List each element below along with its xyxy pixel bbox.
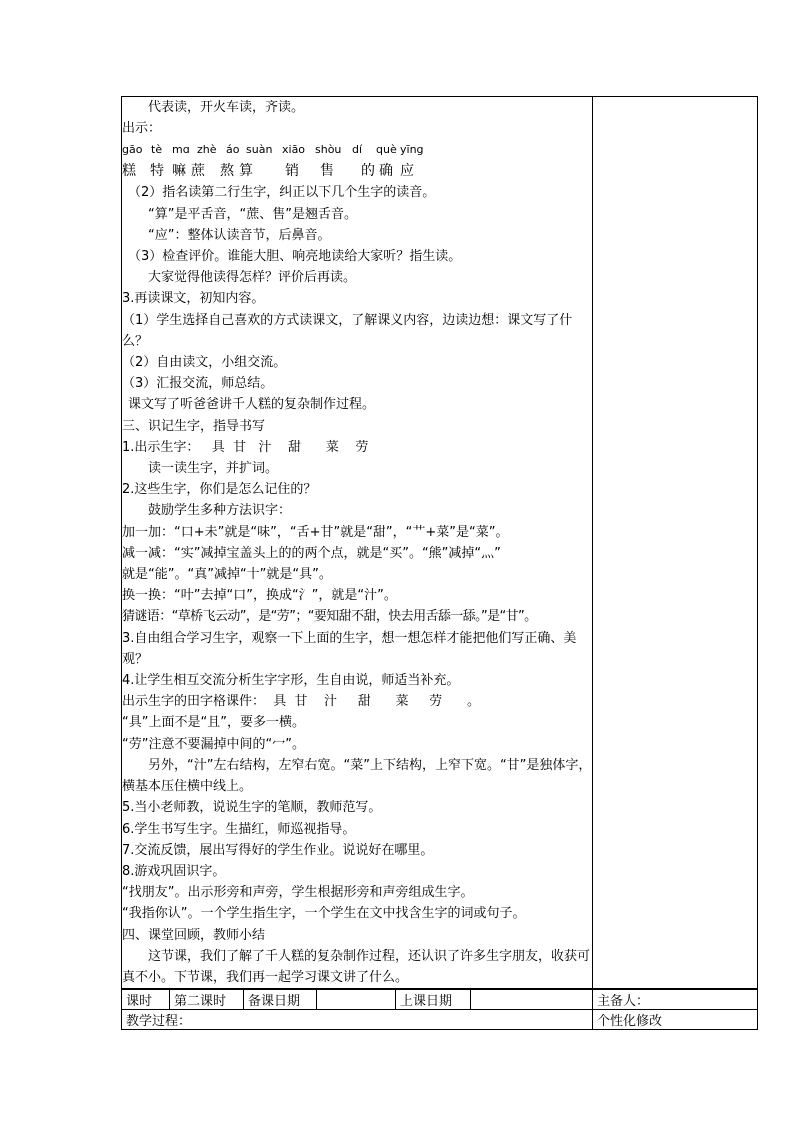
hanzi: 算 xyxy=(239,163,253,180)
pinyin: zhè xyxy=(197,143,217,157)
text-line: 鼓励学生多种方法识字： xyxy=(148,503,292,519)
hanzi: 特 xyxy=(150,163,164,180)
text-line: 减一减：“实”减掉宝盖头上的的两个点，就是“买”。“熊”减掉“灬” xyxy=(122,545,501,561)
text-paragraph: 3.自由组合学习生字，观察一下上面的生字，想一想怎样才能把他们写正确、美观？ xyxy=(122,630,577,667)
text-line: “找朋友”。出示形旁和声旁，学生根据形旁和声旁组成生字。 xyxy=(122,885,474,901)
pinyin: yīng xyxy=(400,143,424,157)
hanzi: 应 xyxy=(400,163,414,180)
text-line: 1.出示生字： 具 甘 汁 甜 菜 劳 xyxy=(122,439,369,455)
text-line: “应”：整体认读音节，后鼻音。 xyxy=(148,227,331,243)
text-paragraph: 这节课，我们了解了千人糕的复杂制作过程，还认识了许多生字朋友，收获可真不小。下节课，我们再一起学习课文讲了什么。 xyxy=(122,948,591,985)
section-heading: 三、识记生字，指导书写 xyxy=(122,418,266,434)
hanzi: 售 xyxy=(320,163,334,180)
hanzi: 嘛 xyxy=(172,163,186,180)
hanzi: 销 xyxy=(285,163,299,180)
text-line: （3）汇报交流，师总结。 xyxy=(122,376,274,392)
hanzi: 的 xyxy=(361,163,375,180)
period-value: 第二课时 xyxy=(170,990,244,1010)
pinyin: mɑ xyxy=(172,143,190,157)
pinyin: què xyxy=(376,143,397,157)
lesson-plan-sheet xyxy=(121,96,757,1030)
text-line: 猜谜语：“草桥飞云动”，是“劳”；“要知甜不甜，快去用舌舔一舔。”是“甘”。 xyxy=(122,609,537,625)
preparer-label: 主备人： xyxy=(593,990,758,1010)
prep-date-label: 备课日期 xyxy=(244,990,317,1010)
text-line: 读一读生字，并扩词。 xyxy=(148,461,279,477)
text-line: （2）自由读文，小组交流。 xyxy=(122,355,287,371)
period-label: 课时 xyxy=(122,990,170,1010)
hanzi-row xyxy=(122,160,592,182)
hanzi: 蔗 xyxy=(191,163,205,180)
pinyin: dí xyxy=(352,143,363,157)
text-paragraph: （1）学生选择自己喜欢的方式读课文，了解课义内容，边读边想：课文写了什么？ xyxy=(122,312,573,349)
text-line: 大家觉得他读得怎样？评价后再读。 xyxy=(148,270,357,286)
pinyin: xiāo xyxy=(282,143,306,157)
personal-revision-cell xyxy=(593,97,758,989)
teaching-content-cell xyxy=(122,97,593,989)
text-line: 代表读，开火车读，齐读。 xyxy=(148,100,305,115)
text-line: 4.让学生相互交流分析生字字形，生自由说，师适当补充。 xyxy=(122,673,460,689)
class-date-value xyxy=(471,990,593,1010)
pinyin: gāo xyxy=(122,143,143,157)
prep-date-value xyxy=(317,990,396,1010)
text-line: 就是“能”。“真”减掉“十”就是“具”。 xyxy=(122,567,332,583)
text-line: “劳”注意不要漏掉中间的“冖”。 xyxy=(122,736,305,752)
hanzi: 确 xyxy=(379,163,393,180)
pinyin: suàn xyxy=(246,143,273,157)
section-heading: 四、课堂回顾，教师小结 xyxy=(122,927,266,943)
text-line: “我指你认”。一个学生指生字，一个学生在文中找含生字的词或句子。 xyxy=(122,906,526,922)
text-line: 6.学生书写生字。生描红，师巡视指导。 xyxy=(122,821,356,837)
pinyin: shòu xyxy=(315,143,342,157)
text-line: 8.游戏巩固识字。 xyxy=(122,863,226,879)
text-line: 2.这些生字，你们是怎么记住的？ xyxy=(122,482,317,498)
text-line: （2）指名读第二行生字，纠正以下几个生字的读音。 xyxy=(128,185,436,201)
text-line: 3.再读课文，初知内容。 xyxy=(122,291,265,307)
class-date-label: 上课日期 xyxy=(396,990,471,1010)
text-line: （3）检查评价。谁能大胆、响亮地读给大家听？指生读。 xyxy=(128,249,462,265)
pinyin-row xyxy=(122,139,592,160)
text-line: 换一换：“叶”去掉“口”，换成“氵”，就是“汁”。 xyxy=(122,588,397,604)
text-line: “算”是平舌音，“蔗、售”是翘舌音。 xyxy=(148,206,357,222)
pinyin: áo xyxy=(226,143,240,157)
hanzi: 熬 xyxy=(220,163,234,180)
text-line: 7.交流反馈，展出写得好的学生作业。说说好在哪里。 xyxy=(122,842,434,858)
content-table xyxy=(121,96,758,989)
process-label: 教学过程： xyxy=(122,1010,593,1030)
text-paragraph: 另外，“汁”左右结构，左窄右宽。“菜”上下结构，上窄下宽。“甘”是独体字，横基本压住横中线上。 xyxy=(122,757,592,795)
pinyin: tè xyxy=(151,143,163,157)
personal-label: 个性化修改 xyxy=(593,1010,758,1030)
text-line: 课文写了听爸爸讲千人糕的复杂制作过程。 xyxy=(128,397,376,413)
hanzi: 糕 xyxy=(122,163,136,180)
text-line: 5.当小老师教，说说生字的笔顺，教师范写。 xyxy=(122,800,382,816)
text-line: 出示： xyxy=(122,121,162,137)
text-line: “具”上面不是“且”，要多一横。 xyxy=(122,715,305,731)
meta-table xyxy=(121,989,758,1030)
text-line: 出示生字的田字格课件： 具 甘 汁 甜 菜 劳 。 xyxy=(122,694,480,710)
text-line: 加一加：“口+未”就是“味”，“舌+甘”就是“甜”，“艹+菜”是“菜”。 xyxy=(122,524,509,540)
